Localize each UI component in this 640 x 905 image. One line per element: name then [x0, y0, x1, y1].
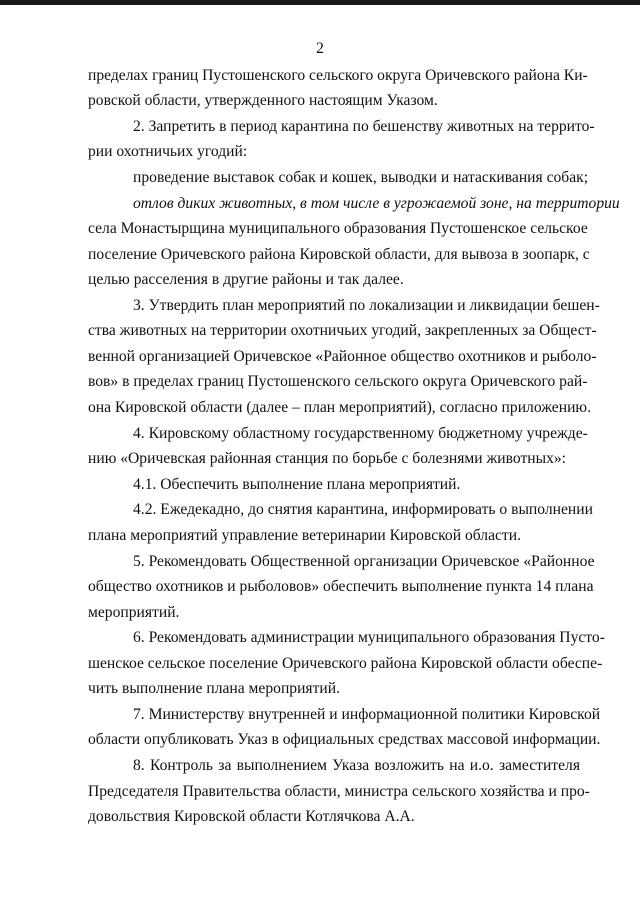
text-line: 7. Министерству внутренней и информационной политики Кировской [133, 706, 601, 723]
text-line: 5. Рекомендовать Общественной организации Оричевское «Районное [133, 553, 595, 570]
text-line: плана мероприятий управление ветеринарии Кировской области. [88, 527, 521, 544]
text-line: 6. Рекомендовать администрации муниципального образования Пусто- [133, 629, 605, 646]
text-line: 4.1. Обеспечить выполнение плана мероприятий. [133, 476, 461, 493]
text-line: 4. Кировскому областному государственному бюджетному учрежде- [133, 425, 588, 442]
text-line: целью расселения в другие районы и так далее. [88, 271, 404, 288]
text-line: поселение Оричевского района Кировской области, для вывоза в зоопарк, с [88, 246, 590, 263]
page-number: 2 [316, 40, 324, 57]
text-line: общество охотников и рыболовов» обеспечить выполнение пункта 14 плана [88, 578, 594, 595]
text-line: ства животных на территории охотничьих угодий, закрепленных за Общест- [88, 322, 597, 339]
text-line: 8. Контроль за выполнением Указа возложить на и.о. заместителя [133, 757, 580, 774]
text-line: венной организацией Оричевское «Районное общество охотников и рыболо- [88, 348, 597, 365]
text-line: области опубликовать Указ в официальных средствах массовой информации. [88, 731, 601, 748]
text-line: ровской области, утвержденного настоящим Указом. [88, 92, 438, 109]
text-line: нию «Оричевская районная станция по борьбе с болезнями животных»: [88, 450, 567, 467]
text-line: чить выполнение плана мероприятий. [88, 680, 341, 697]
text-line: 3. Утвердить план мероприятий по локализации и ликвидации бешен- [133, 297, 600, 314]
text-line: 4.2. Ежедекадно, до снятия карантина, информировать о выполнении [133, 501, 593, 518]
text-line: отлов диких животных, в том числе в угрожаемой зоне, на территории [133, 195, 620, 212]
text-line: шенское сельское поселение Оричевского района Кировской области обеспе- [88, 655, 603, 672]
text-line: мероприятий. [88, 604, 180, 621]
text-line: рии охотничьих угодий: [88, 143, 248, 160]
text-line: довольствия Кировской области Котлячкова А.А. [88, 808, 415, 825]
top-border-line [0, 0, 640, 5]
text-line: 2. Запретить в период карантина по бешенству животных на террито- [133, 118, 595, 135]
text-line: пределах границ Пустошенского сельского округа Оричевского района Ки- [88, 67, 588, 84]
text-line: проведение выставок собак и кошек, выводки и натаскивания собак; [133, 169, 589, 186]
text-line: она Кировской области (далее – план мероприятий), согласно приложению. [88, 399, 591, 416]
text-line: вов» в пределах границ Пустошенского сельского округа Оричевского рай- [88, 373, 588, 390]
text-line: села Монастырщина муниципального образования Пустошенское сельское [88, 220, 588, 237]
text-line: Председателя Правительства области, министра сельского хозяйства и про- [88, 783, 590, 800]
